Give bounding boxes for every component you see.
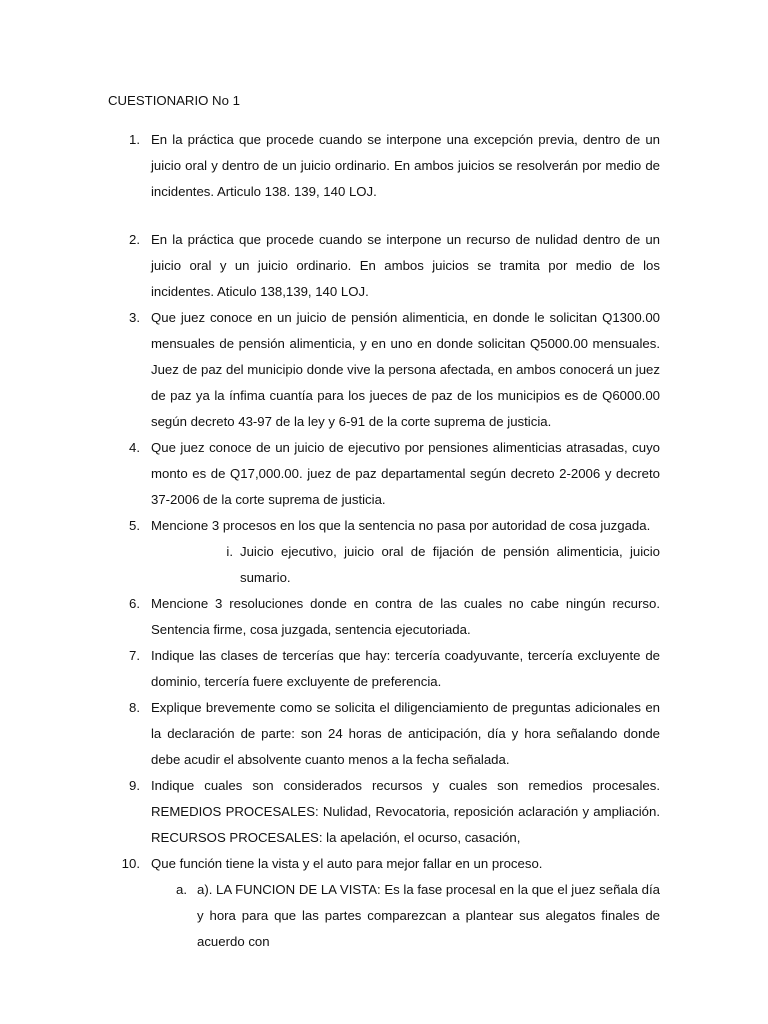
question-item xyxy=(108,643,660,695)
question-number: 5. xyxy=(129,518,140,533)
question-number: 1. xyxy=(129,132,140,147)
question-item xyxy=(108,513,660,591)
answer-subitem xyxy=(151,877,660,955)
question-item xyxy=(108,695,660,773)
question-text: Mencione 3 procesos en los que la sentencia no pasa por autoridad de cosa juzgada. xyxy=(151,518,651,533)
question-text: En la práctica que procede cuando se interpone una excepción previa, dentro de un juicio oral y dentro de un juicio ordinario. En ambos juicios se resolverán por medio de incidentes. Articulo 138. 139, 140 LOJ. xyxy=(151,132,660,199)
question-item xyxy=(108,127,660,205)
subitem-text: Juicio ejecutivo, juicio oral de fijación de pensión alimenticia, juicio sumario. xyxy=(240,544,660,585)
subitem-number: a. xyxy=(176,882,187,897)
question-text: Indique cuales son considerados recursos y cuales son remedios procesales. REMEDIOS PROCESALES: Nulidad, Revocatoria, reposición aclaración y ampliación. RECURSOS PROCESALES: la apelación, el ocurso, casación, xyxy=(151,778,660,845)
question-text: Que función tiene la vista y el auto para mejor fallar en un proceso. xyxy=(151,856,543,871)
question-list xyxy=(108,127,660,955)
question-number: 10. xyxy=(121,856,140,871)
question-number: 7. xyxy=(129,648,140,663)
question-text: Mencione 3 resoluciones donde en contra de las cuales no cabe ningún recurso. Sentencia firme, cosa juzgada, sentencia ejecutoriada. xyxy=(151,596,660,637)
question-number: 3. xyxy=(129,310,140,325)
question-number: 9. xyxy=(129,778,140,793)
answer-subitem xyxy=(151,539,660,591)
subitem-number: i. xyxy=(226,544,233,559)
question-item xyxy=(108,851,660,955)
page-title: CUESTIONARIO No 1 xyxy=(108,93,240,108)
question-number: 6. xyxy=(129,596,140,611)
question-item xyxy=(108,305,660,435)
question-text: Que juez conoce en un juicio de pensión alimenticia, en donde le solicitan Q1300.00 mensuales de pensión alimenticia, y en uno en donde solicitan Q5000.00 mensuales. Juez de paz del municipio donde vive la persona afectada, en ambos conocerá un juez de paz ya la ínfima cuantía para los jueces de paz de los municipios es de Q6000.00 según decreto 43-97 de la ley y 6-91 de la corte suprema de justicia. xyxy=(151,310,660,429)
question-item xyxy=(108,435,660,513)
question-item xyxy=(108,591,660,643)
question-number: 4. xyxy=(129,440,140,455)
question-text: En la práctica que procede cuando se interpone un recurso de nulidad dentro de un juicio oral y un juicio ordinario. En ambos juicios se tramita por medio de los incidentes. Aticulo 138,139, 140 LOJ. xyxy=(151,232,660,299)
question-number: 8. xyxy=(129,700,140,715)
subitem-text: a). LA FUNCION DE LA VISTA: Es la fase procesal en la que el juez señala día y hora para que las partes comparezcan a plantear sus alegatos finales de acuerdo con xyxy=(197,882,661,949)
question-text: Que juez conoce de un juicio de ejecutivo por pensiones alimenticias atrasadas, cuyo monto es de Q17,000.00. juez de paz departamental según decreto 2-2006 y decreto 37-2006 de la corte suprema de justicia. xyxy=(151,440,660,507)
question-item xyxy=(108,227,660,305)
question-number: 2. xyxy=(129,232,140,247)
question-text: Explique brevemente como se solicita el diligenciamiento de preguntas adicionales en la declaración de parte: son 24 horas de anticipación, día y hora señalando donde debe acudir el absolvente cuanto menos a la fecha señalada. xyxy=(151,700,660,767)
question-item xyxy=(108,773,660,851)
question-text: Indique las clases de tercerías que hay: tercería coadyuvante, tercería excluyente de dominio, tercería fuere excluyente de preferencia. xyxy=(151,648,660,689)
